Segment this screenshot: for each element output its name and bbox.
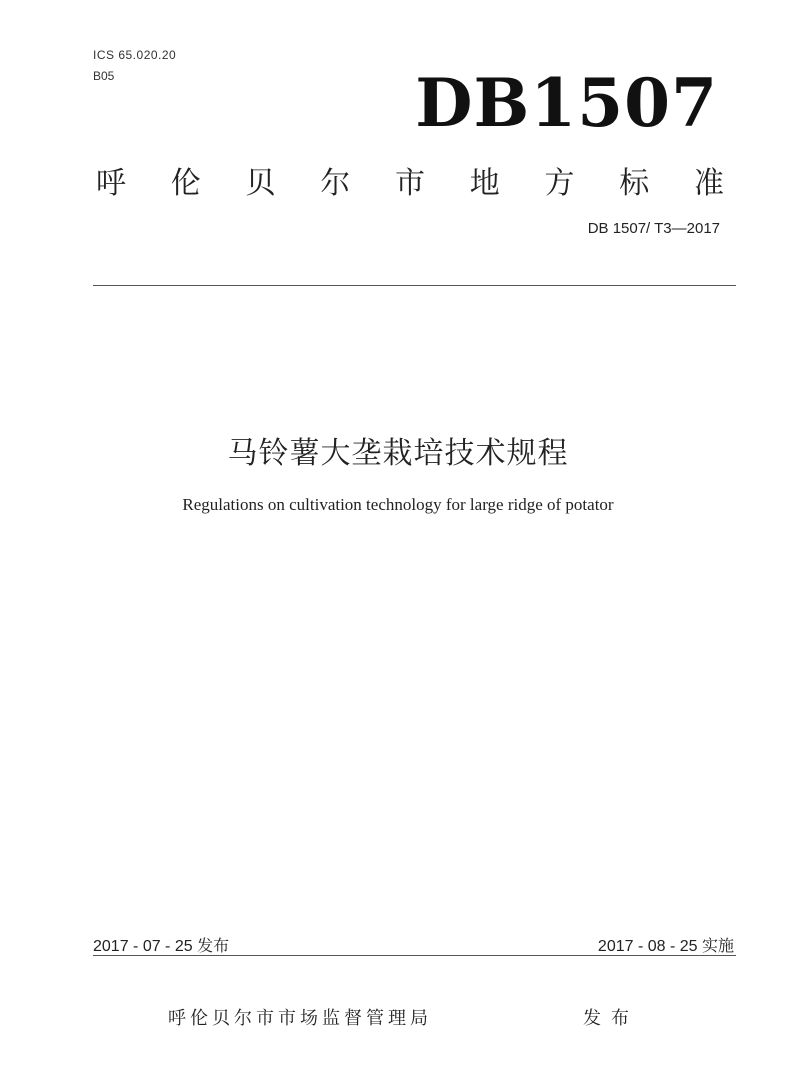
- document-title-chinese: 马铃薯大垄栽培技术规程: [227, 436, 569, 471]
- top-divider: [93, 285, 736, 286]
- local-standard-char: 呼: [96, 166, 126, 201]
- standard-code: DB 1507/ T3—2017: [587, 220, 720, 237]
- local-standard-char: 准: [694, 166, 724, 201]
- local-standard-char: 尔: [320, 166, 351, 201]
- local-standard-char: 伦: [170, 166, 201, 201]
- publish-date: 2017 - 07 - 25 发布: [93, 938, 230, 955]
- db-logo: DB1507: [415, 64, 718, 142]
- ccs-code: B05: [93, 69, 115, 83]
- local-standard-char: 市: [395, 166, 425, 201]
- ics-code: ICS 65.020.20: [93, 48, 177, 62]
- document-title-english: Regulations on cultivation technology for large ridge of potator: [182, 495, 614, 514]
- issue-label: 发布: [583, 1008, 639, 1029]
- local-standard-char: 标: [619, 166, 650, 201]
- implement-date: 2017 - 08 - 25 实施: [597, 938, 734, 955]
- issuing-authority: 呼伦贝尔市市场监督管理局: [168, 1008, 432, 1029]
- local-standard-char: 贝: [245, 166, 276, 201]
- local-standard-char: 地: [469, 166, 500, 201]
- bottom-divider: [93, 955, 736, 956]
- local-standard-char: 方: [544, 166, 575, 201]
- local-standard-heading: [96, 158, 724, 202]
